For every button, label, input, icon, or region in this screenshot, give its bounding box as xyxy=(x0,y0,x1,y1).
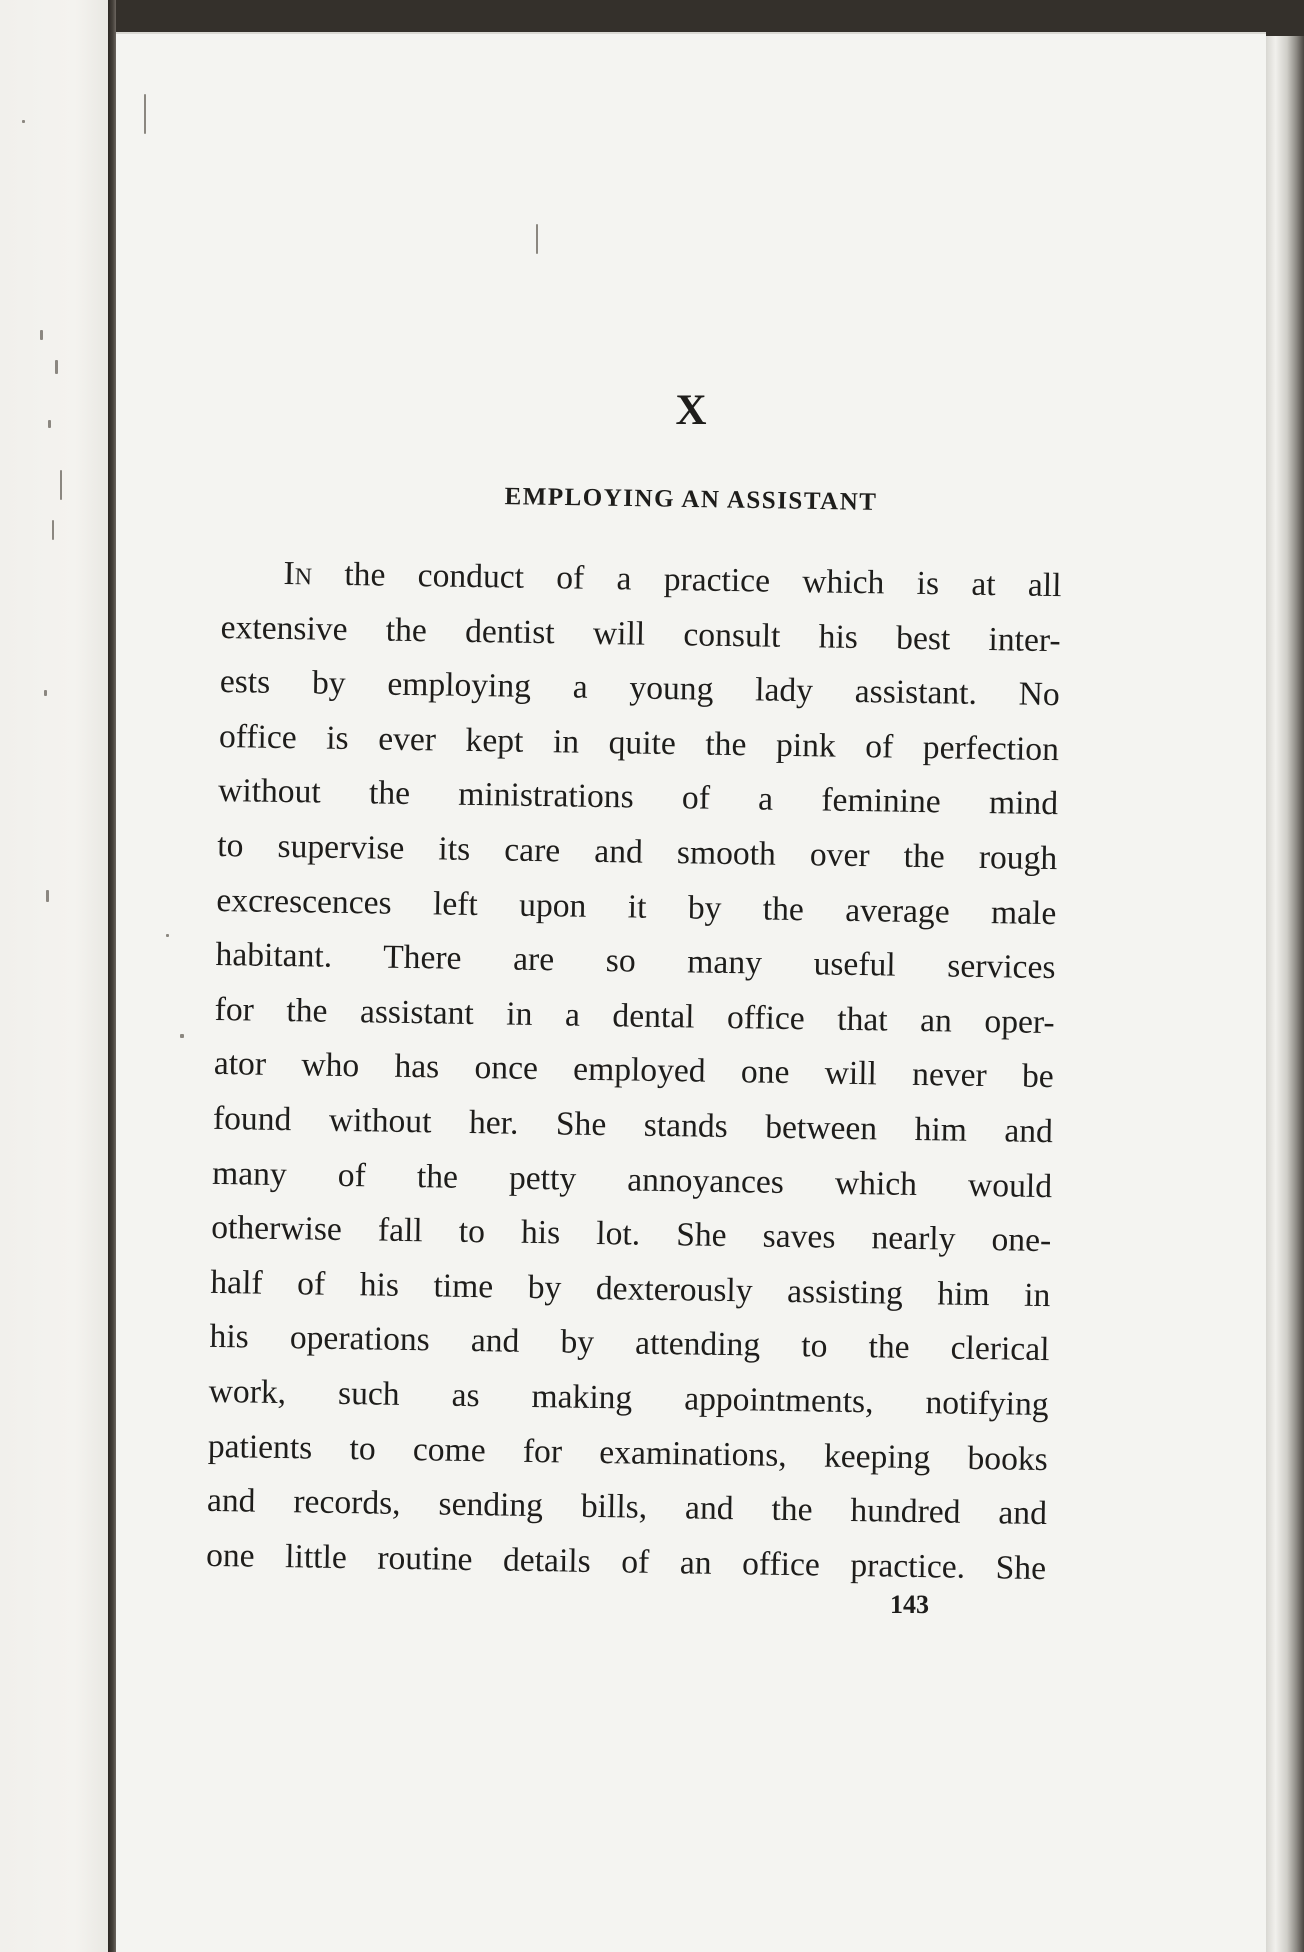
body-line-7: excrescences left upon it by the average male xyxy=(216,881,1057,932)
body-line-15: his operations and by attending to the clerical xyxy=(209,1318,1050,1369)
paper-speck xyxy=(55,360,58,374)
body-line-18: and records, sending bills, and the hundred and xyxy=(206,1481,1048,1533)
paper-speck xyxy=(46,890,49,902)
paper-speck xyxy=(536,224,538,254)
paper-speck xyxy=(40,330,43,340)
body-line-5: without the ministrations of a feminine mind xyxy=(217,772,1059,823)
paper-speck xyxy=(166,934,169,937)
chapter-title: EMPLOYING AN ASSISTANT xyxy=(504,483,878,516)
body-line-17: patients to come for examinations, keeping books xyxy=(207,1427,1049,1478)
body-line-10: ator who has once employed one will never be xyxy=(213,1045,1055,1096)
paper-speck xyxy=(180,1034,184,1038)
page-fore-edge xyxy=(1266,36,1304,1952)
body-line-4: office is ever kept in quite the pink of perfection xyxy=(218,717,1060,768)
paper-speck xyxy=(44,690,47,696)
body-line-19: one little routine details of an office practice. She xyxy=(205,1536,1047,1587)
body-line-9: for the assistant in a dental office that an oper- xyxy=(214,990,1055,1041)
chapter-number: X xyxy=(675,387,707,434)
body-line-16: work, such as making appointments, notifying xyxy=(208,1372,1049,1423)
paper-speck xyxy=(60,470,62,500)
page-number: 143 xyxy=(890,1590,929,1619)
body-line-6: to supervise its care and smooth over the rough xyxy=(217,826,1058,878)
paper-speck xyxy=(52,520,54,540)
paper-speck xyxy=(144,94,146,134)
body-line-2: extensive the dentist will consult his best inter- xyxy=(220,608,1061,659)
body-line-12: many of the petty annoyances which would xyxy=(211,1154,1053,1205)
paper-speck xyxy=(22,120,25,123)
body-line-13: otherwise fall to his lot. She saves nearly one- xyxy=(211,1209,1052,1260)
body-line-8: habitant. There are so many useful services xyxy=(215,936,1056,987)
body-line-1: In the conduct of a practice which is at all xyxy=(283,554,1062,605)
opening-word: In xyxy=(283,554,313,593)
chapter-body xyxy=(206,546,1062,1596)
book-gutter xyxy=(108,0,116,1952)
body-line-11: found without her. She stands between him and xyxy=(212,1099,1054,1151)
body-line-3: ests by employing a young lady assistant. No xyxy=(219,663,1061,714)
body-line-14: half of his time by dexterously assisting him in xyxy=(210,1263,1051,1314)
paper-speck xyxy=(48,420,51,428)
facing-page-edge xyxy=(0,0,108,1952)
